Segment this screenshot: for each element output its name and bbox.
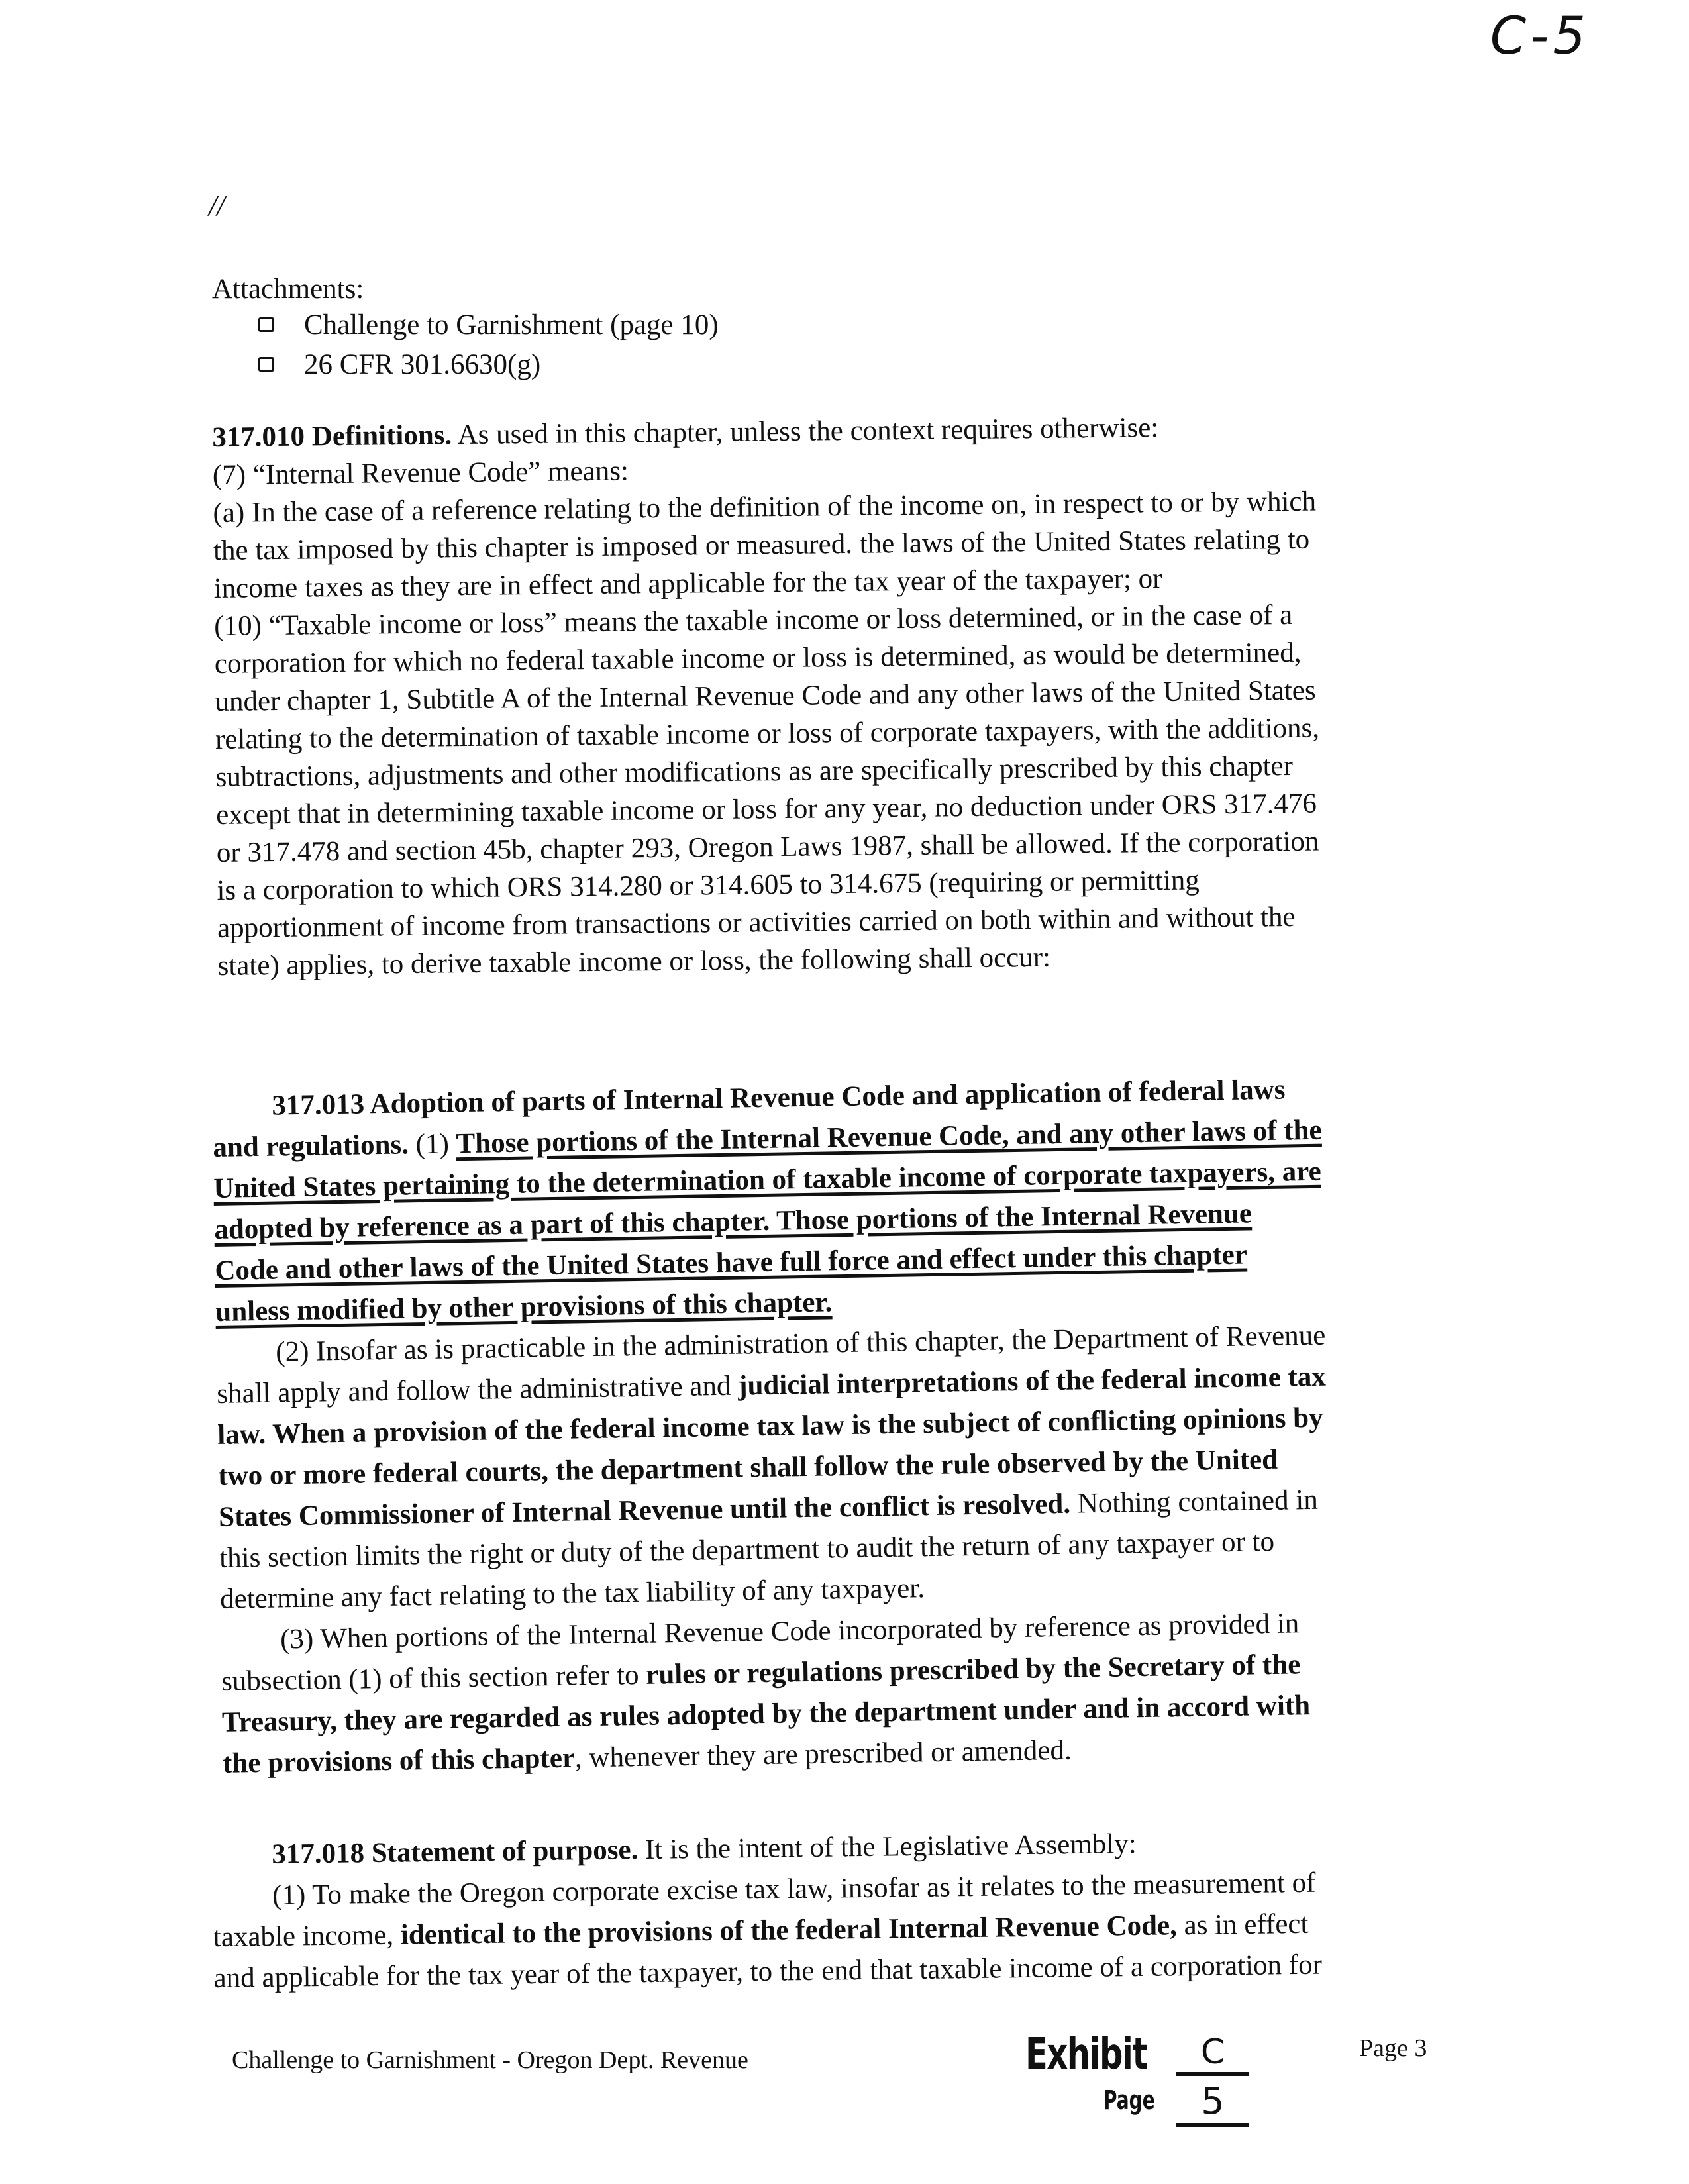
section-317-018	[212, 1819, 1525, 1999]
bold-text: the provisions of this chapter	[222, 1742, 576, 1779]
paragraph-2-line: law. When a provision of the federal income tax law is the subject of conflicting opinions by	[217, 1402, 1323, 1451]
section-317-013	[212, 1066, 1534, 1785]
section-317-013-title-cont: and regulations.	[213, 1129, 409, 1163]
definition-10-line: state) applies, to derive taxable income or loss, the following shall occur:	[217, 941, 1051, 982]
attachment-label: 26 CFR 301.6630(g)	[304, 348, 541, 380]
underlined-text: Those portions of the Internal Revenue Code, and any other laws of the	[456, 1114, 1322, 1160]
plain-text: , whenever they are prescribed or amended.	[574, 1734, 1072, 1774]
attachment-label: Challenge to Garnishment (page 10)	[304, 309, 719, 340]
attachments-list	[258, 305, 719, 384]
paragraph-2-line: two or more federal courts, the department shall follow the rule observed by the United	[217, 1443, 1278, 1492]
definition-10-line: subtractions, adjustments and other modifications as are specifically prescribed by this chapter	[215, 750, 1294, 793]
bold-text: rules or regulations prescribed by the Secretary of the	[645, 1649, 1301, 1690]
paragraph-label: (1)	[408, 1128, 456, 1161]
definition-10-line: is a corporation to which ORS 314.280 or 314.605 to 314.675 (requiring or permitting	[217, 864, 1200, 906]
plain-text: taxable income,	[213, 1919, 401, 1953]
section-317-013-title: 317.013 Adoption of parts of Internal Revenue Code and application of federal laws	[272, 1074, 1286, 1121]
page-number: Page 3	[1359, 2034, 1427, 2062]
purpose-1-line: and applicable for the tax year of the taxpayer, to the end that taxable income of a corporation for	[213, 1949, 1323, 1994]
paragraph-2-line: this section limits the right or duty of the department to audit the return of any taxpayer or to	[219, 1526, 1275, 1574]
definition-10-line: apportionment of income from transactions or activities carried on both within and without the	[217, 901, 1296, 944]
checkbox-bullet-icon	[258, 317, 274, 332]
section-317-018-title: 317.018 Statement of purpose.	[272, 1834, 639, 1870]
definition-7-label: (7) “Internal Revenue Code” means:	[212, 455, 629, 491]
section-317-010-intro: As used in this chapter, unless the context requires otherwise:	[451, 412, 1159, 451]
underlined-text: adopted by reference as a part of this chapter. Those portions of the Internal Revenue	[214, 1198, 1253, 1245]
exhibit-label: Exhibit	[1025, 2028, 1147, 2079]
definition-10-line: corporation for which no federal taxable income or loss is determined, as would be determined,	[214, 637, 1302, 680]
exhibit-value: C	[1176, 2032, 1249, 2076]
bold-text: identical to the provisions of the federal Internal Revenue Code,	[400, 1910, 1178, 1951]
definition-10-line: under chapter 1, Subtitle A of the Internal Revenue Code and any other laws of the United States	[215, 674, 1316, 717]
definition-10-line: (10) “Taxable income or loss” means the taxable income or loss determined, or in the case of a	[214, 599, 1293, 642]
plain-text: subsection (1) of this section refer to	[221, 1659, 646, 1697]
purpose-1-line: (1) To make the Oregon corporate excise tax law, insofar as it relates to the measurement of	[272, 1867, 1316, 1911]
footer-document-title: Challenge to Garnishment - Oregon Dept. Revenue	[232, 2046, 748, 2074]
exhibit-page-value: 5	[1176, 2080, 1249, 2127]
paragraph-3-line: (3) When portions of the Internal Revenue Code incorporated by reference as provided in	[280, 1608, 1300, 1655]
bold-text: judicial interpretations of the federal income tax	[737, 1361, 1327, 1402]
bold-text: States Commissioner of Internal Revenue until the conflict is resolved.	[218, 1488, 1071, 1533]
definition-10-line: or 317.478 and section 45b, chapter 293, Oregon Laws 1987, shall be allowed. If the corporation	[216, 825, 1319, 868]
plain-text: as in effect	[1176, 1908, 1309, 1942]
section-separator: //	[209, 189, 225, 222]
definition-7a-line: income taxes as they are in effect and applicable for the tax year of the taxpayer; or	[213, 562, 1162, 604]
exhibit-page-label: Page	[1103, 2085, 1155, 2116]
definition-7a-line: (a) In the case of a reference relating to the definition of the income on, in respect to or by which	[213, 486, 1317, 529]
underlined-text: Code and other laws of the United States have full force and effect under this chapter	[215, 1239, 1248, 1286]
attachments-heading: Attachments:	[212, 274, 364, 305]
plain-text: Nothing contained in	[1070, 1484, 1319, 1520]
definition-10-line: relating to the determination of taxable income or loss of corporate taxpayers, with the additions,	[215, 712, 1320, 755]
attachment-item	[258, 344, 719, 384]
definition-7a-line: the tax imposed by this chapter is imposed or measured. the laws of the United States relating to	[213, 523, 1310, 566]
paragraph-2-line: (2) Insofar as is practicable in the administration of this chapter, the Department of Revenue	[275, 1320, 1326, 1368]
paragraph-2-line: determine any fact relating to the tax liability of any taxpayer.	[219, 1573, 925, 1615]
plain-text: shall apply and follow the administrative and	[216, 1370, 739, 1410]
checkbox-bullet-icon	[258, 357, 274, 372]
definition-10-line: except that in determining taxable income or loss for any year, no deduction under ORS 317.476	[216, 788, 1317, 831]
attachment-item	[258, 305, 719, 344]
paragraph-3-line: Treasury, they are regarded as rules adopted by the department under and in accord with	[221, 1690, 1311, 1738]
exhibit-stamp	[1025, 2028, 1225, 2123]
section-317-018-intro: It is the intent of the Legislative Assembly:	[638, 1828, 1137, 1866]
underlined-text: unless modified by other provisions of this chapter.	[215, 1286, 833, 1327]
handwritten-exhibit-note: C-5	[1490, 7, 1590, 66]
section-317-010-title: 317.010 Definitions.	[212, 419, 452, 453]
section-317-010	[212, 405, 1529, 985]
underlined-text: United States pertaining to the determination of taxable income of corporate taxpayers, are	[213, 1155, 1321, 1204]
